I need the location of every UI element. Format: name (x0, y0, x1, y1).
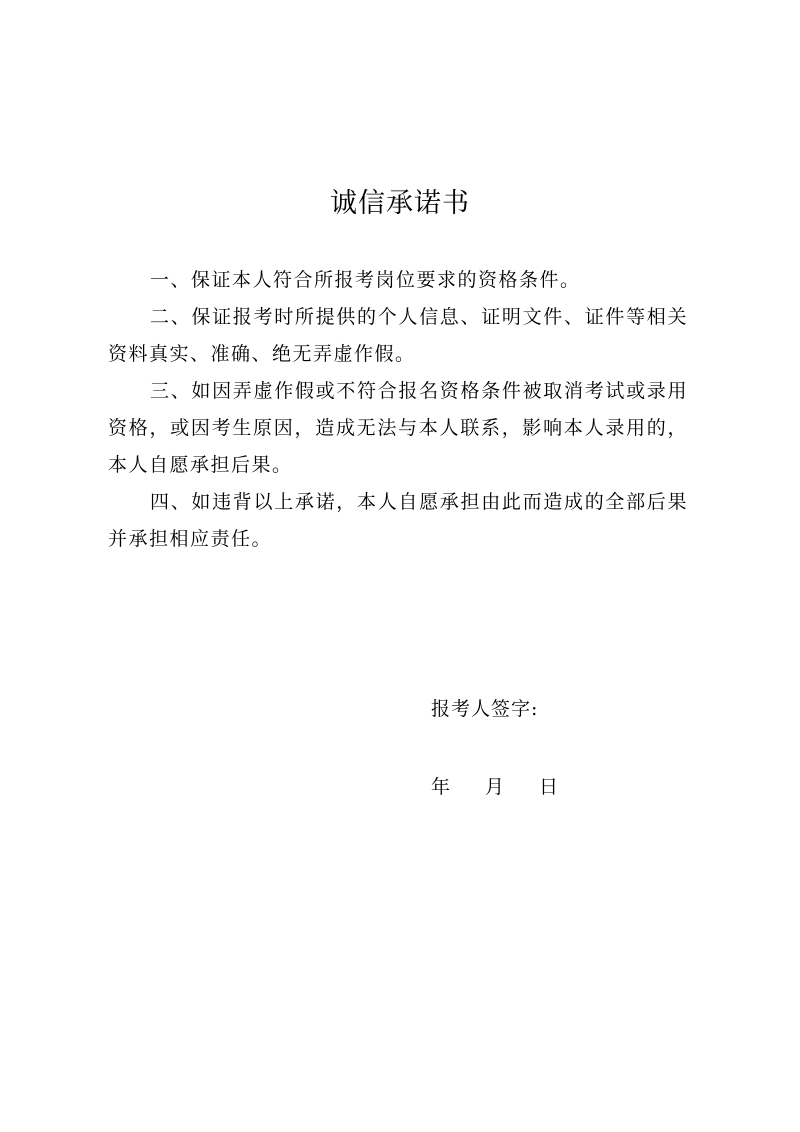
date-day-label: 日 (539, 776, 559, 798)
date-line (431, 772, 558, 802)
date-year-label: 年 (431, 776, 451, 798)
commitment-item-2: 二、保证报考时所提供的个人信息、证明文件、证件等相关资料真实、准确、绝无弄虚作假。 (108, 306, 688, 365)
commitment-item-1: 一、保证本人符合所报考岗位要求的资格条件。 (150, 269, 581, 291)
commitment-item-4: 四、如违背以上承诺，本人自愿承担由此而造成的全部后果并承担相应责任。 (108, 491, 688, 550)
signature-label: 报考人签字: (431, 698, 539, 720)
date-month-label: 月 (485, 776, 505, 798)
page-title: 诚信承诺书 (330, 188, 470, 219)
commitment-item-3: 三、如因弄虚作假或不符合报名资格条件被取消考试或录用资格，或因考生原因，造成无法与本人联系，影响本人录用的，本人自愿承担后果。 (108, 380, 688, 476)
commitment-body (108, 262, 688, 558)
